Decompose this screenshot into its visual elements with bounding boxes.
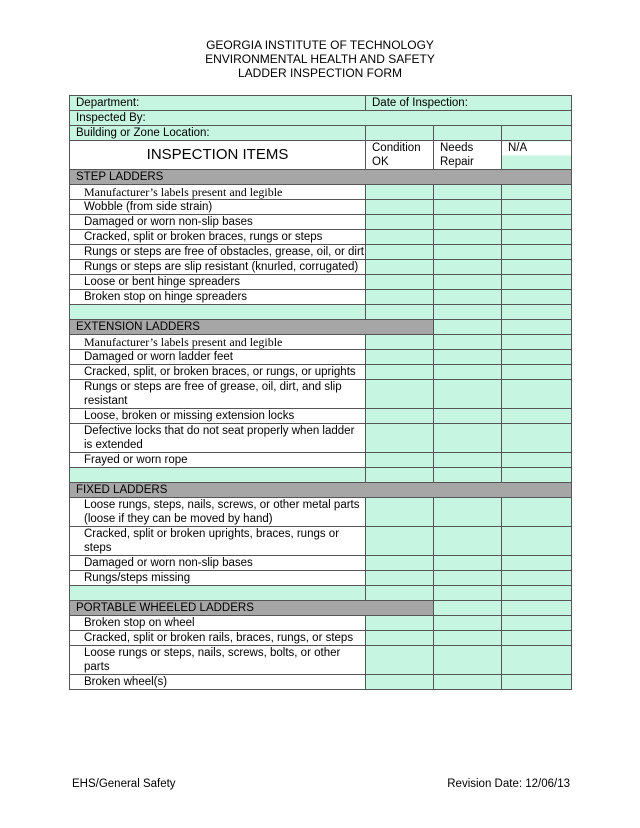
table-row (70, 616, 572, 631)
inspection-item: Manufacturer’s labels present and legible (70, 335, 366, 350)
inspection-item: Loose, broken or missing extension locks (70, 409, 366, 424)
form-header (0, 38, 640, 80)
inspection-item: Cracked, split or broken braces, rungs or steps (70, 230, 366, 245)
spacer-row (70, 586, 572, 601)
needs-repair-cell[interactable] (434, 245, 502, 260)
na-cell[interactable] (502, 453, 572, 468)
na-cell[interactable] (502, 631, 572, 646)
condition-ok-cell[interactable] (366, 215, 434, 230)
needs-repair-cell[interactable] (434, 290, 502, 305)
department-field[interactable] (70, 96, 366, 111)
na-cell[interactable] (502, 200, 572, 215)
condition-ok-cell[interactable] (366, 556, 434, 571)
table-row (70, 335, 572, 350)
needs-repair-cell[interactable] (434, 380, 502, 409)
section-row (70, 170, 572, 185)
inspection-item: Damaged or worn non-slip bases (70, 556, 366, 571)
inspection-item: Rungs or steps are slip resistant (knurled, corrugated) (70, 260, 366, 275)
table-row (70, 200, 572, 215)
condition-ok-cell[interactable] (366, 275, 434, 290)
inspection-item: Broken stop on wheel (70, 616, 366, 631)
table-row (70, 424, 572, 453)
section-header-cell (502, 601, 572, 616)
inspection-items-header: INSPECTION ITEMS (70, 141, 366, 170)
na-cell[interactable] (502, 245, 572, 260)
table-row (70, 380, 572, 409)
table-row (70, 498, 572, 527)
na-cell[interactable] (502, 335, 572, 350)
building-row (70, 126, 572, 141)
condition-ok-cell[interactable] (366, 571, 434, 586)
condition-ok-cell[interactable] (366, 453, 434, 468)
na-cell[interactable] (502, 424, 572, 453)
building-label: Building or Zone Location: (76, 127, 210, 139)
spacer-row (70, 468, 572, 483)
section-title-portable: PORTABLE WHEELED LADDERS (70, 601, 434, 616)
needs-repair-cell[interactable] (434, 230, 502, 245)
needs-repair-cell[interactable] (434, 215, 502, 230)
spacer-cell (70, 468, 366, 483)
needs-repair-cell[interactable] (434, 185, 502, 200)
needs-repair-cell[interactable] (434, 200, 502, 215)
spacer-cell (434, 586, 502, 601)
needs-repair-cell[interactable] (434, 453, 502, 468)
table-row (70, 453, 572, 468)
section-title-extension: EXTENSION LADDERS (70, 320, 434, 335)
building-cell[interactable] (502, 126, 572, 141)
needs-repair-cell[interactable] (434, 409, 502, 424)
spacer-cell (502, 305, 572, 320)
needs-repair-cell[interactable] (434, 616, 502, 631)
na-cell[interactable] (502, 185, 572, 200)
condition-ok-cell[interactable] (366, 185, 434, 200)
section-title-step: STEP LADDERS (70, 170, 572, 185)
needs-repair-cell[interactable] (434, 675, 502, 690)
condition-ok-cell[interactable] (366, 527, 434, 556)
table-row (70, 260, 572, 275)
section-title-fixed: FIXED LADDERS (70, 483, 572, 498)
table-row (70, 556, 572, 571)
inspected-by-field[interactable] (70, 111, 572, 126)
condition-ok-header: Condition OK (366, 141, 434, 170)
na-cell[interactable] (502, 215, 572, 230)
table-row (70, 185, 572, 200)
building-cell[interactable] (434, 126, 502, 141)
section-row (70, 483, 572, 498)
na-header: N/A (502, 141, 572, 170)
table-row (70, 350, 572, 365)
inspection-date-label: Date of Inspection: (372, 97, 468, 109)
needs-repair-cell[interactable] (434, 631, 502, 646)
inspected-by-label: Inspected By: (76, 112, 146, 124)
inspection-item: Wobble (from side strain) (70, 200, 366, 215)
spacer-cell (434, 468, 502, 483)
na-cell[interactable] (502, 498, 572, 527)
spacer-cell (502, 586, 572, 601)
inspection-item: Damaged or worn non-slip bases (70, 215, 366, 230)
inspection-item: Rungs or steps are free of obstacles, grease, oil, or dirt (70, 245, 366, 260)
inspection-item: Cracked, split or broken uprights, braces, rungs or steps (70, 527, 366, 556)
inspection-item: Rungs/steps missing (70, 571, 366, 586)
section-header-cell (434, 320, 502, 335)
condition-ok-cell[interactable] (366, 230, 434, 245)
needs-repair-cell[interactable] (434, 335, 502, 350)
table-row (70, 409, 572, 424)
section-row (70, 320, 572, 335)
needs-repair-cell[interactable] (434, 556, 502, 571)
condition-ok-cell[interactable] (366, 498, 434, 527)
needs-repair-header: Needs Repair (434, 141, 502, 170)
condition-ok-cell[interactable] (366, 245, 434, 260)
needs-repair-cell[interactable] (434, 275, 502, 290)
table-row (70, 675, 572, 690)
table-row (70, 230, 572, 245)
condition-ok-cell[interactable] (366, 290, 434, 305)
na-cell[interactable] (502, 275, 572, 290)
inspection-item: Broken wheel(s) (70, 675, 366, 690)
na-cell[interactable] (502, 365, 572, 380)
needs-repair-cell[interactable] (434, 424, 502, 453)
spacer-cell (366, 305, 434, 320)
building-cell[interactable] (366, 126, 434, 141)
inspection-item: Loose rungs, steps, nails, screws, or other metal parts (loose if they can be moved by hand) (70, 498, 366, 527)
na-cell[interactable] (502, 230, 572, 245)
inspection-item: Cracked, split or broken rails, braces, rungs, or steps (70, 631, 366, 646)
condition-ok-cell[interactable] (366, 260, 434, 275)
condition-ok-cell[interactable] (366, 424, 434, 453)
inspection-item: Manufacturer’s labels present and legible (70, 185, 366, 200)
spacer-row (70, 305, 572, 320)
form-title: LADDER INSPECTION FORM (237, 66, 402, 80)
na-cell[interactable] (502, 646, 572, 675)
na-cell[interactable] (502, 527, 572, 556)
table-row (70, 527, 572, 556)
spacer-cell (366, 586, 434, 601)
condition-ok-cell[interactable] (366, 200, 434, 215)
na-cell[interactable] (502, 290, 572, 305)
na-cell[interactable] (502, 571, 572, 586)
footer-left: EHS/General Safety (72, 778, 176, 790)
na-cell[interactable] (502, 350, 572, 365)
table-row (70, 631, 572, 646)
spacer-cell (502, 468, 572, 483)
inspection-item: Broken stop on hinge spreaders (70, 290, 366, 305)
section-header-cell (502, 320, 572, 335)
condition-ok-cell[interactable] (366, 631, 434, 646)
needs-repair-cell[interactable] (434, 646, 502, 675)
needs-repair-cell[interactable] (434, 260, 502, 275)
building-field[interactable] (70, 126, 366, 141)
inspection-item: Rungs or steps are free of grease, oil, dirt, and slip resistant (70, 380, 366, 409)
needs-repair-cell[interactable] (434, 571, 502, 586)
condition-ok-cell[interactable] (366, 646, 434, 675)
inspection-item: Damaged or worn ladder feet (70, 350, 366, 365)
inspection-item: Defective locks that do not seat properly when ladder is extended (70, 424, 366, 453)
na-cell[interactable] (502, 380, 572, 409)
condition-ok-cell[interactable] (366, 350, 434, 365)
condition-ok-cell[interactable] (366, 365, 434, 380)
condition-ok-cell[interactable] (366, 380, 434, 409)
table-row (70, 646, 572, 675)
column-header-row (70, 141, 572, 170)
table-row (70, 215, 572, 230)
na-cell[interactable] (502, 556, 572, 571)
needs-repair-cell[interactable] (434, 350, 502, 365)
na-cell[interactable] (502, 616, 572, 631)
inspection-item: Frayed or worn rope (70, 453, 366, 468)
needs-repair-cell[interactable] (434, 365, 502, 380)
na-cell[interactable] (502, 260, 572, 275)
revision-date: Revision Date: 12/06/13 (447, 778, 570, 790)
condition-ok-cell[interactable] (366, 616, 434, 631)
table-row (70, 245, 572, 260)
department-label: Department: (76, 97, 140, 109)
spacer-cell (70, 305, 366, 320)
inspection-item: Loose rungs or steps, nails, screws, bolts, or other parts (70, 646, 366, 675)
spacer-cell (70, 586, 366, 601)
department-row (70, 96, 572, 111)
na-cell[interactable] (502, 675, 572, 690)
institution-title: GEORGIA INSTITUTE OF TECHNOLOGY (206, 38, 434, 52)
inspection-item: Loose or bent hinge spreaders (70, 275, 366, 290)
needs-repair-cell[interactable] (434, 498, 502, 527)
condition-ok-cell[interactable] (366, 335, 434, 350)
condition-ok-cell[interactable] (366, 675, 434, 690)
department-title: ENVIRONMENTAL HEALTH AND SAFETY (205, 52, 435, 66)
inspection-date-field[interactable] (366, 96, 572, 111)
na-cell[interactable] (502, 409, 572, 424)
table-row (70, 571, 572, 586)
section-header-cell (434, 601, 502, 616)
condition-ok-cell[interactable] (366, 409, 434, 424)
inspection-item: Cracked, split, or broken braces, or rungs, or uprights (70, 365, 366, 380)
table-row (70, 290, 572, 305)
table-row (70, 365, 572, 380)
section-row (70, 601, 572, 616)
spacer-cell (434, 305, 502, 320)
inspected-by-row (70, 111, 572, 126)
table-row (70, 275, 572, 290)
spacer-cell (366, 468, 434, 483)
inspection-table (69, 95, 572, 690)
needs-repair-cell[interactable] (434, 527, 502, 556)
